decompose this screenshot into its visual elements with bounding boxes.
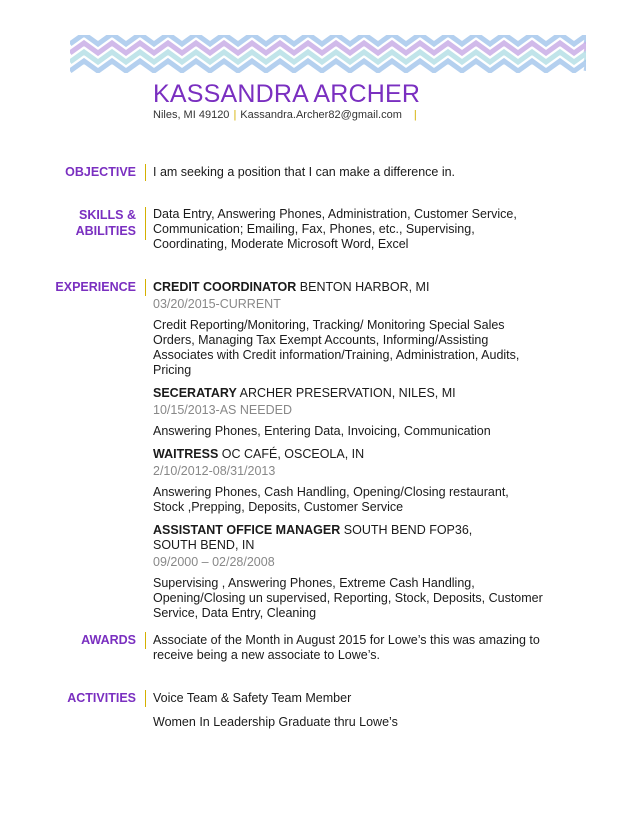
job-description: Credit Reporting/Monitoring, Tracking/ Monitoring Special Sales Orders, Managing Tax Exempt Accounts, Informing/Assisting Associates with Credit information/Training, Administration, Audits, Pricing (153, 318, 520, 377)
job-place: BENTON HARBOR, MI (299, 280, 430, 294)
job-place: OC CAFÉ, OSCEOLA, IN (221, 447, 365, 461)
experience-list (153, 280, 543, 629)
separator: | (413, 109, 417, 121)
job-dates: 03/20/2015-CURRENT (153, 297, 281, 311)
activity-item: Voice Team & Safety Team Member (153, 691, 352, 705)
job-title: WAITRESS (153, 447, 219, 461)
section-divider (145, 690, 146, 707)
job-place: ARCHER PRESERVATION, NILES, MI (239, 386, 456, 400)
chevron-banner-decoration (70, 35, 586, 73)
chevron-stripe (70, 35, 586, 44)
job-entry (153, 386, 543, 439)
awards-label: AWARDS (81, 633, 136, 647)
skills-text: Data Entry, Answering Phones, Administration, Customer Service, Communication; Emailing, Fax, Phones, etc., Supervising, Coordinating, Moderate Microsoft Word, Excel (153, 207, 517, 251)
job-title-line (153, 447, 543, 462)
contact-line (153, 109, 421, 121)
section-divider (145, 164, 146, 181)
job-title: CREDIT COORDINATOR (153, 280, 297, 294)
job-dates: 10/15/2013-AS NEEDED (153, 403, 292, 417)
location: Niles, MI 49120 (153, 109, 230, 121)
objective-label: OBJECTIVE (65, 165, 136, 179)
job-entry (153, 523, 543, 621)
chevron-stripe (70, 43, 586, 53)
job-description: Answering Phones, Cash Handling, Opening/Closing restaurant, Stock ,Prepping, Deposits, Customer Service (153, 485, 509, 514)
job-title: ASSISTANT OFFICE MANAGER (153, 523, 341, 537)
job-title-line (153, 280, 543, 295)
section-divider (145, 632, 146, 649)
job-title-line (153, 523, 483, 553)
chevron-stripe (70, 61, 586, 71)
activities-label: ACTIVITIES (67, 691, 136, 705)
job-dates: 2/10/2012-08/31/2013 (153, 464, 276, 478)
email[interactable]: Kassandra.Archer82@gmail.com (240, 109, 402, 121)
job-title: SECERATARY (153, 386, 237, 400)
chevron-stripe (70, 52, 586, 62)
job-dates: 09/2000 – 02/28/2008 (153, 555, 275, 569)
job-place: SOUTH BEND FOP36, SOUTH BEND, IN (153, 523, 473, 552)
skills-label (0, 207, 136, 239)
skills-label-line1: SKILLS & (79, 208, 136, 222)
activities-list (153, 691, 543, 739)
job-description: Answering Phones, Entering Data, Invoicing, Communication (153, 424, 491, 438)
candidate-name: KASSANDRA ARCHER (153, 80, 421, 108)
job-title-line (153, 386, 543, 401)
job-description: Supervising , Answering Phones, Extreme Cash Handling, Opening/Closing un supervised, Reporting, Stock, Deposits, Customer Service, Data Entry, Cleaning (153, 576, 543, 620)
awards-text: Associate of the Month in August 2015 for Lowe’s this was amazing to receive being a new associate to Lowe’s. (153, 633, 540, 662)
section-divider (145, 207, 146, 240)
objective-text: I am seeking a position that I can make a difference in. (153, 165, 456, 179)
job-entry (153, 447, 543, 515)
section-divider (145, 279, 146, 296)
separator: | (233, 109, 237, 121)
activity-item: Women In Leadership Graduate thru Lowe’s (153, 715, 398, 729)
job-entry (153, 280, 543, 378)
skills-label-line2: ABILITIES (75, 224, 136, 238)
experience-label: EXPERIENCE (55, 280, 136, 294)
